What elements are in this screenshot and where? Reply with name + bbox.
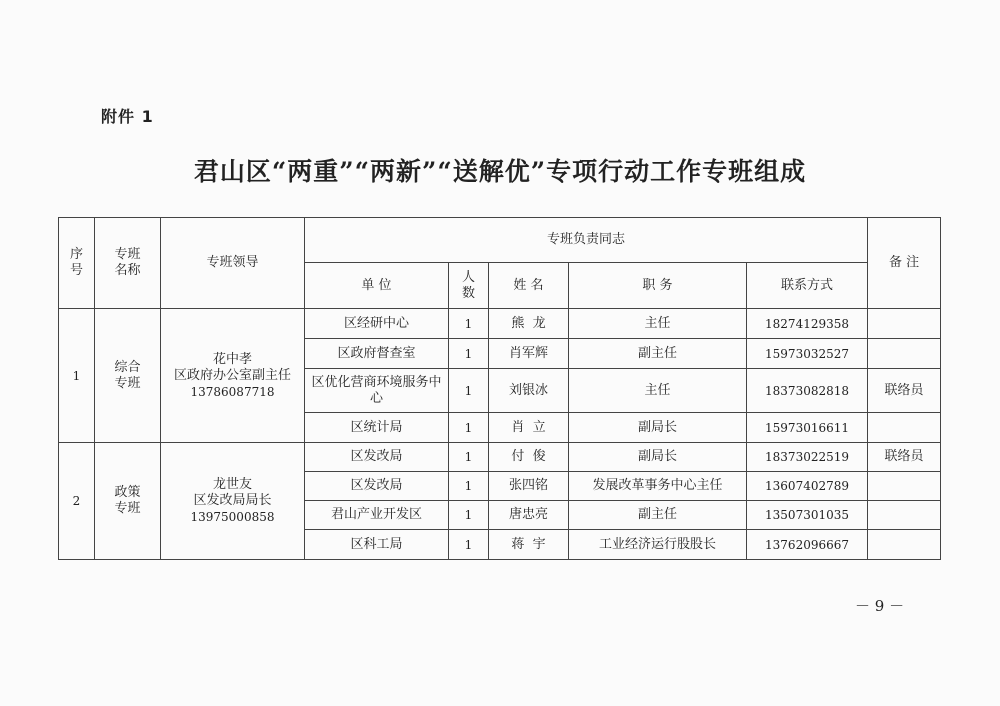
leader-phone: 13786087718 — [190, 384, 275, 399]
count-cell: 1 — [449, 472, 489, 501]
name-cell: 蒋 宇 — [489, 530, 569, 560]
unit-cell: 区发改局 — [305, 472, 449, 501]
count-cell: 1 — [449, 309, 489, 339]
count-cell: 1 — [449, 413, 489, 443]
position-cell: 副局长 — [569, 443, 747, 472]
unit-cell: 区政府督查室 — [305, 339, 449, 369]
remark-cell — [868, 413, 941, 443]
table-row — [59, 309, 941, 339]
unit-cell: 区统计局 — [305, 413, 449, 443]
document-title: 君山区“两重”“两新”“送解优”专项行动工作专班组成 — [193, 157, 807, 186]
header-team-leader: 专班领导 — [161, 218, 305, 309]
count-cell: 1 — [449, 443, 489, 472]
remark-cell — [868, 309, 941, 339]
team-roster-table — [58, 217, 941, 560]
position-cell: 主任 — [569, 369, 747, 413]
remark-cell — [868, 530, 941, 560]
contact-cell: 15973032527 — [747, 339, 868, 369]
leader-name: 花中孝 — [212, 351, 252, 367]
unit-cell: 君山产业开发区 — [305, 501, 449, 530]
contact-cell: 15973016611 — [747, 413, 868, 443]
header-team-name: 专班 名称 — [95, 218, 161, 309]
page-number: － 9 － — [855, 597, 905, 615]
unit-cell: 区发改局 — [305, 443, 449, 472]
contact-cell: 13762096667 — [747, 530, 868, 560]
unit-cell: 区优化营商环境服务中心 — [305, 369, 449, 413]
team-leader-cell — [161, 443, 305, 560]
position-cell: 副主任 — [569, 339, 747, 369]
unit-cell: 区科工局 — [305, 530, 449, 560]
name-cell: 刘银冰 — [489, 369, 569, 413]
remark-cell — [868, 472, 941, 501]
header-unit: 单 位 — [305, 263, 449, 309]
remark-cell — [868, 501, 941, 530]
leader-name: 龙世友 — [212, 477, 252, 492]
header-responsible: 专班负责同志 — [305, 218, 868, 263]
header-position: 职 务 — [569, 263, 747, 309]
contact-cell: 13507301035 — [747, 501, 868, 530]
contact-cell: 18274129358 — [747, 309, 868, 339]
name-cell: 肖军辉 — [489, 339, 569, 369]
team-leader-cell — [161, 309, 305, 443]
position-cell: 发展改革事务中心主任 — [569, 472, 747, 501]
leader-phone: 13975000858 — [190, 510, 275, 524]
header-remarks: 备 注 — [868, 218, 941, 309]
seq-cell: 2 — [59, 443, 95, 560]
count-cell: 1 — [449, 501, 489, 530]
position-cell: 副局长 — [569, 413, 747, 443]
team-name-cell: 政策 专班 — [95, 443, 161, 560]
name-cell: 付 俊 — [489, 443, 569, 472]
contact-cell: 18373082818 — [747, 369, 868, 413]
team-name-cell: 综合 专班 — [95, 309, 161, 443]
position-cell: 主任 — [569, 309, 747, 339]
contact-cell: 13607402789 — [747, 472, 868, 501]
header-seq: 序 号 — [59, 218, 95, 309]
table-row — [59, 443, 941, 472]
header-count: 人 数 — [449, 263, 489, 309]
position-cell: 工业经济运行股股长 — [569, 530, 747, 560]
remark-cell: 联络员 — [868, 443, 941, 472]
leader-title: 区政府办公室副主任 — [173, 367, 291, 383]
attachment-label: 附件 1 — [101, 107, 154, 126]
count-cell: 1 — [449, 369, 489, 413]
count-cell: 1 — [449, 339, 489, 369]
name-cell: 张四铭 — [489, 472, 569, 501]
seq-cell: 1 — [59, 309, 95, 443]
header-contact: 联系方式 — [747, 263, 868, 309]
leader-title: 区发改局局长 — [193, 493, 272, 508]
remark-cell: 联络员 — [868, 369, 941, 413]
name-cell: 熊 龙 — [489, 309, 569, 339]
count-cell: 1 — [449, 530, 489, 560]
position-cell: 副主任 — [569, 501, 747, 530]
name-cell: 唐忠亮 — [489, 501, 569, 530]
contact-cell: 18373022519 — [747, 443, 868, 472]
unit-cell: 区经研中心 — [305, 309, 449, 339]
header-name: 姓 名 — [489, 263, 569, 309]
remark-cell — [868, 339, 941, 369]
name-cell: 肖 立 — [489, 413, 569, 443]
